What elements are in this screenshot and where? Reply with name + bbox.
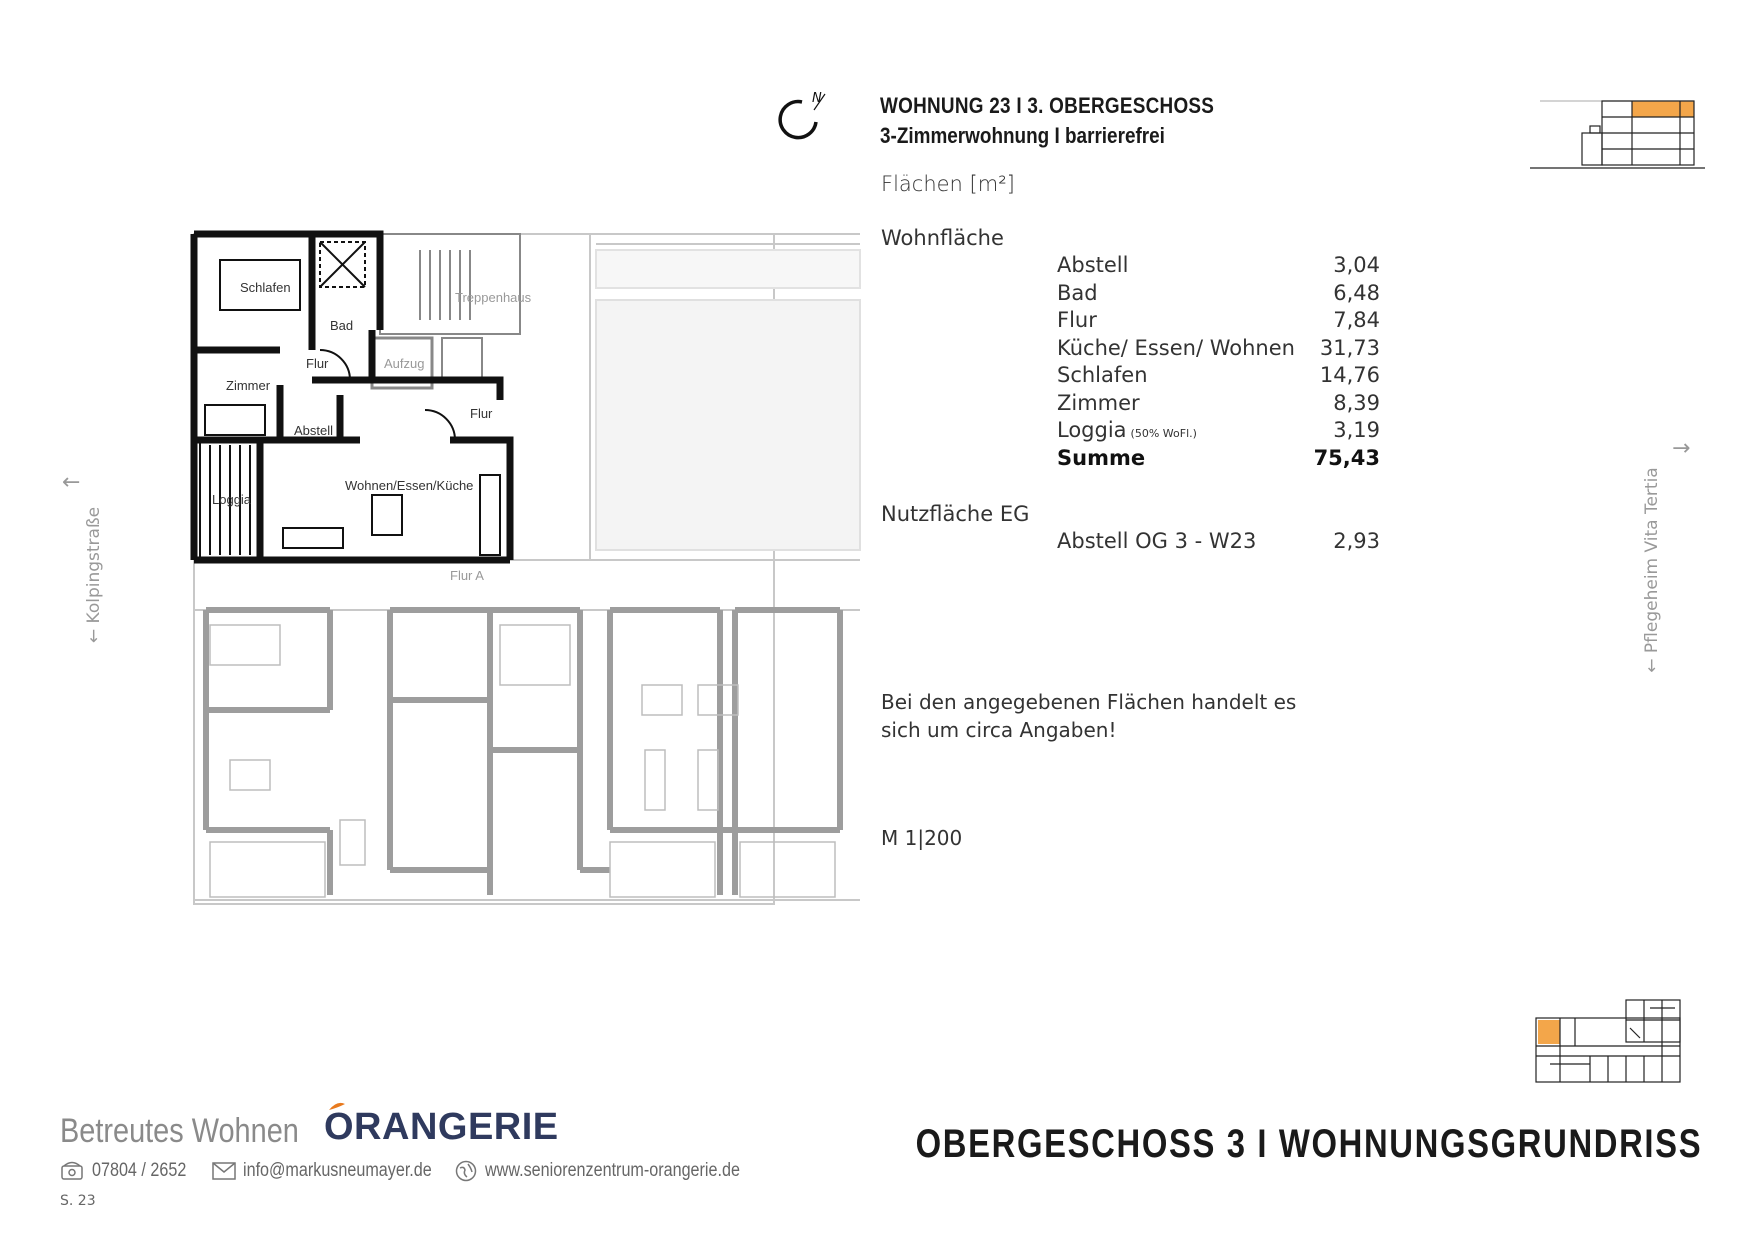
area-row-value: 6,48 <box>1333 281 1380 305</box>
arrow-up-icon: ← <box>84 623 104 644</box>
room-label: Treppenhaus <box>455 290 532 305</box>
area-row-value: 7,84 <box>1333 308 1380 332</box>
area-row-note: (50% WoFl.) <box>1130 427 1197 440</box>
area-row-name: Schlafen <box>1057 363 1148 387</box>
room-label: Schlafen <box>240 280 291 295</box>
mail-icon <box>212 1162 236 1180</box>
apartment-title: WOHNUNG 23 I 3. OBERGESCHOSS <box>880 93 1215 118</box>
area-row-name: Küche/ Essen/ Wohnen <box>1057 336 1295 360</box>
email-link[interactable]: info@markusneumayer.de <box>243 1160 432 1181</box>
area-row-loggia <box>1057 418 1197 442</box>
area-row-value: 3,04 <box>1333 253 1380 277</box>
apartment-subtitle: 3-Zimmerwohnung I barrierefrei <box>880 123 1165 148</box>
area-row-value: 8,39 <box>1333 391 1380 415</box>
room-label: Flur A <box>450 568 484 583</box>
phone-number: 07804 / 2652 <box>92 1160 187 1181</box>
sum-value: 75,43 <box>1313 446 1380 470</box>
area-row-name: Loggia <box>1057 418 1127 442</box>
area-row-name: Flur <box>1057 308 1097 332</box>
sum-label: Summe <box>1057 446 1146 470</box>
room-label: Bad <box>330 318 354 333</box>
area-row-value: 2,93 <box>1333 529 1380 553</box>
room-label: Abstell <box>294 423 334 438</box>
street-name: Kolpingstraße <box>84 506 104 624</box>
street-name: Pflegeheim Vita Tertia <box>1642 467 1662 654</box>
page-number: S. 23 <box>60 1193 96 1209</box>
area-row-name: Zimmer <box>1057 391 1140 415</box>
website-link[interactable]: www.seniorenzentrum-orangerie.de <box>485 1160 740 1181</box>
orange-leaf-icon <box>327 1100 347 1112</box>
north-arrow-icon <box>770 88 830 148</box>
area-row-value: 14,76 <box>1319 363 1380 387</box>
brand-prefix: Betreutes Wohnen <box>60 1112 299 1150</box>
room-label: Aufzug <box>384 356 425 371</box>
arrow-left-icon: ← <box>1642 653 1662 673</box>
phone-icon <box>60 1160 84 1182</box>
arrow-right-icon: → <box>1672 436 1691 461</box>
room-label: Flur <box>470 406 493 421</box>
site-plan-thumbnail <box>1530 998 1690 1086</box>
area-row-value: 31,73 <box>1319 336 1380 360</box>
street-label-left <box>84 475 104 675</box>
street-label-right <box>1642 450 1662 690</box>
disclaimer-text: Bei den angegebenen Flächen handelt es sich um circa Angaben! <box>881 690 1297 742</box>
arrow-up-icon: ← <box>62 470 81 495</box>
room-label: Flur <box>306 356 329 371</box>
nutzflaeche-label: Nutzfläche EG <box>881 502 1030 526</box>
floor-plan <box>190 230 870 910</box>
floor-plan-title: OBERGESCHOSS 3 I WOHNUNGSGRUNDRISS <box>915 1122 1702 1166</box>
room-label: Loggia <box>212 492 252 507</box>
room-label: Wohnen/Essen/Küche <box>345 478 474 493</box>
area-row-name: Bad <box>1057 281 1098 305</box>
area-row-name: Abstell OG 3 - W23 <box>1057 529 1257 553</box>
scale-label: M 1|200 <box>881 826 963 850</box>
area-row-name: Abstell <box>1057 253 1129 277</box>
globe-icon <box>455 1160 477 1182</box>
north-label: N <box>812 91 822 106</box>
wohnflaeche-label: Wohnfläche <box>881 226 1004 250</box>
area-row-value: 3,19 <box>1333 418 1380 442</box>
areas-heading: Flächen [m²] <box>881 172 1015 196</box>
room-label: Zimmer <box>226 378 271 393</box>
section-thumbnail <box>1530 98 1705 173</box>
brand-logo: ORANGERIE <box>324 1106 559 1148</box>
